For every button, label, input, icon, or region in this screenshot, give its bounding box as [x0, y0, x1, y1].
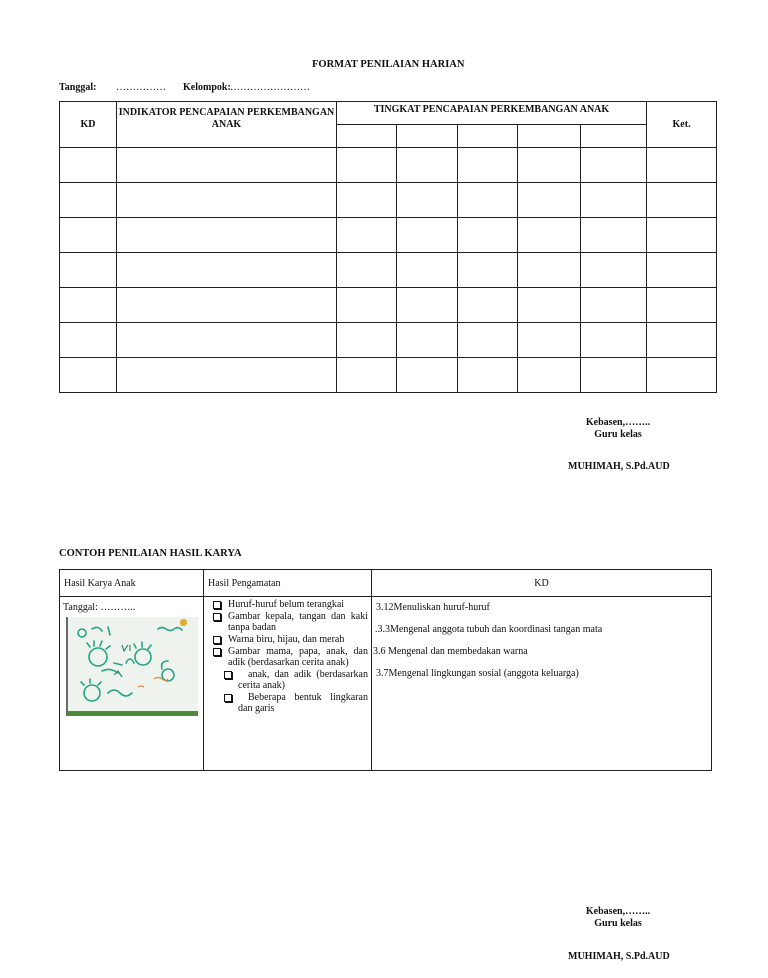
karya-title: CONTOH PENILAIAN HASIL KARYA [59, 548, 242, 559]
table-row [60, 148, 717, 183]
table-cell [647, 218, 717, 253]
signature-2 [578, 906, 658, 930]
observation-text: anak, dan adik (berdasarkan cerita anak) [238, 669, 368, 691]
karya-tanggal: Tanggal: ……….. [63, 602, 136, 613]
table-cell [397, 288, 458, 323]
table-cell [518, 358, 581, 393]
signature-name: MUHIMAH, S.Pd.AUD [568, 461, 670, 472]
signature-1 [578, 417, 658, 441]
karya-assessment-table [59, 569, 712, 771]
table-cell [518, 323, 581, 358]
table-row [60, 183, 717, 218]
table-cell [518, 288, 581, 323]
signature-role: Guru kelas [594, 918, 642, 929]
table-cell [518, 253, 581, 288]
table-cell [647, 323, 717, 358]
table-cell [581, 323, 647, 358]
child-artwork-image [66, 617, 198, 716]
table-row [60, 253, 717, 288]
checkbox-bullet-icon [224, 671, 232, 679]
table-cell [397, 323, 458, 358]
header-indikator: INDIKATOR PENCAPAIAN PERKEMBANGAN ANAK [117, 102, 337, 148]
header-karya-kd: KD [372, 570, 712, 597]
table-cell [647, 253, 717, 288]
checkbox-bullet-icon [213, 648, 221, 656]
kd-item: 3.6 Mengenal dan membedakan warna [373, 646, 528, 657]
table-cell [117, 253, 337, 288]
table-row [60, 288, 717, 323]
table-cell [518, 218, 581, 253]
artwork-drawing [68, 617, 198, 711]
daily-title: FORMAT PENILAIAN HARIAN [312, 59, 465, 70]
table-cell [647, 148, 717, 183]
observation-text: Warna biru, hijau, dan merah [228, 634, 345, 645]
table-cell [647, 183, 717, 218]
table-cell [458, 148, 518, 183]
list-item [208, 611, 368, 633]
header-hasil-karya: Hasil Karya Anak [60, 570, 204, 597]
table-cell [397, 358, 458, 393]
table-cell [581, 288, 647, 323]
table-cell [60, 288, 117, 323]
table-cell [397, 148, 458, 183]
tingkat-subcol [581, 125, 647, 148]
table-cell [581, 253, 647, 288]
tingkat-subcol [397, 125, 458, 148]
kelompok-value: …………………… [230, 82, 310, 93]
tanggal-label: Tanggal: [59, 82, 97, 93]
table-cell [337, 218, 397, 253]
header-hasil-pengamatan: Hasil Pengamatan [204, 570, 372, 597]
signature-place-date: Kebasen,…….. [585, 417, 651, 428]
table-cell [458, 288, 518, 323]
table-cell [647, 358, 717, 393]
daily-assessment-table [59, 101, 717, 393]
kd-item: 3.12Menuliskan huruf-huruf [376, 602, 490, 613]
signature-place-date: Kebasen,…….. [585, 906, 651, 917]
table-cell [581, 358, 647, 393]
table-cell [518, 148, 581, 183]
table-cell [337, 288, 397, 323]
table-cell [117, 183, 337, 218]
table-cell [337, 323, 397, 358]
signature-role: Guru kelas [594, 429, 642, 440]
table-row [60, 358, 717, 393]
table-cell [647, 288, 717, 323]
table-cell [581, 183, 647, 218]
kd-list [372, 602, 711, 680]
checkbox-bullet-icon [213, 601, 221, 609]
table-cell [117, 323, 337, 358]
kd-item: .3.3Mengenal anggota tubuh dan koordinasi tangan mata [375, 624, 603, 635]
table-cell [397, 218, 458, 253]
checkbox-bullet-icon [213, 636, 221, 644]
table-cell [337, 358, 397, 393]
table-cell [337, 148, 397, 183]
header-tingkat: TINGKAT PENCAPAIAN PERKEMBANGAN ANAK [337, 102, 647, 125]
table-cell [60, 218, 117, 253]
header-ket: Ket. [647, 102, 717, 148]
table-cell [60, 323, 117, 358]
table-cell [458, 183, 518, 218]
list-item [208, 646, 368, 668]
checkbox-bullet-icon [213, 613, 221, 621]
list-item [208, 634, 368, 645]
table-cell [581, 148, 647, 183]
kelompok-label: Kelompok: [183, 82, 231, 93]
observation-text: Beberapa bentuk lingkaran dan garis [238, 692, 368, 714]
daily-table-body [60, 148, 717, 393]
kd-item: 3.7Mengenal lingkungan sosial (anggota keluarga) [376, 668, 579, 679]
table-cell [60, 148, 117, 183]
table-cell [60, 358, 117, 393]
table-cell [60, 253, 117, 288]
table-cell [518, 183, 581, 218]
tingkat-subcol [458, 125, 518, 148]
table-row [60, 323, 717, 358]
table-cell [60, 183, 117, 218]
list-item [208, 599, 368, 610]
header-kd: KD [60, 102, 117, 148]
tingkat-subcol [337, 125, 397, 148]
observation-text: Gambar mama, papa, anak, dan adik (berdasarkan cerita anak) [228, 646, 368, 668]
observation-list [208, 599, 368, 714]
table-cell [337, 253, 397, 288]
table-cell [581, 218, 647, 253]
table-cell [117, 218, 337, 253]
table-cell [117, 288, 337, 323]
hasil-karya-cell [60, 597, 204, 771]
table-row [60, 218, 717, 253]
signature-name: MUHIMAH, S.Pd.AUD [568, 951, 670, 962]
list-item [208, 692, 368, 714]
table-cell [458, 218, 518, 253]
table-cell [337, 183, 397, 218]
tingkat-subcol [518, 125, 581, 148]
kd-cell [372, 597, 712, 771]
table-cell [117, 358, 337, 393]
hasil-pengamatan-cell [204, 597, 372, 771]
table-cell [458, 323, 518, 358]
list-item [208, 669, 368, 691]
table-cell [397, 253, 458, 288]
observation-text: Huruf-huruf belum terangkai [228, 599, 345, 610]
table-cell [117, 148, 337, 183]
checkbox-bullet-icon [224, 694, 232, 702]
table-cell [397, 183, 458, 218]
tanggal-value: …………… [116, 82, 166, 93]
observation-text: Gambar kepala, tangan dan kaki tanpa badan [228, 611, 368, 633]
table-cell [458, 253, 518, 288]
table-cell [458, 358, 518, 393]
